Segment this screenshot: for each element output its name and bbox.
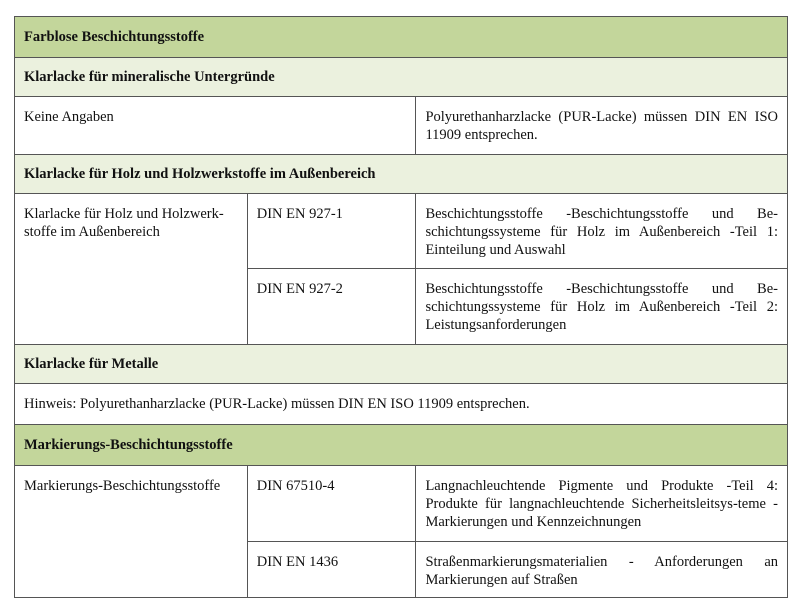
- section-title-wood: Klarlacke für Holz und Holzwerkstoffe im Außenbereich: [15, 155, 788, 194]
- section-title-marking: Markierungs-Beschichtungsstoffe: [15, 425, 788, 466]
- coatings-table: [14, 16, 788, 598]
- table-header: Farblose Beschichtungsstoffe: [15, 17, 788, 58]
- section-title-metal: Klarlacke für Metalle: [15, 345, 788, 384]
- marking-left-cell: Markierungs-Beschichtungsstoffe: [15, 466, 248, 598]
- metal-note: Hinweis: Polyurethanharzlacke (PUR-Lacke) müssen DIN EN ISO 11909 entsprechen.: [15, 384, 788, 425]
- wood-left-cell: Klarlacke für Holz und Holzwerk-stoffe im Außenbereich: [15, 194, 248, 345]
- mineral-right-cell: Polyurethanharzlacke (PUR-Lacke) müssen DIN EN ISO 11909 entsprechen.: [416, 97, 788, 155]
- section-title-mineral: Klarlacke für mineralische Untergründe: [15, 58, 788, 97]
- wood-desc-2: Beschichtungsstoffe -Beschichtungsstoffe und Be-schichtungssysteme für Holz im Außenbereich -Teil 2: Leistungsanforderungen: [416, 269, 788, 345]
- marking-norm-1: DIN 67510-4: [247, 466, 416, 542]
- marking-desc-1: Langnachleuchtende Pigmente und Produkte -Teil 4: Produkte für langnachleuchtende Sicherheitsleitsys-teme -Markierungen und Kennzeichnungen: [416, 466, 788, 542]
- wood-desc-1: Beschichtungsstoffe -Beschichtungsstoffe und Be-schichtungssysteme für Holz im Außenbereich -Teil 1: Einteilung und Auswahl: [416, 194, 788, 269]
- marking-norm-2: DIN EN 1436: [247, 542, 416, 598]
- wood-norm-1: DIN EN 927-1: [247, 194, 416, 269]
- wood-norm-2: DIN EN 927-2: [247, 269, 416, 345]
- mineral-left-cell: Keine Angaben: [15, 97, 416, 155]
- marking-desc-2: Straßenmarkierungsmaterialien - Anforderungen an Markierungen auf Straßen: [416, 542, 788, 598]
